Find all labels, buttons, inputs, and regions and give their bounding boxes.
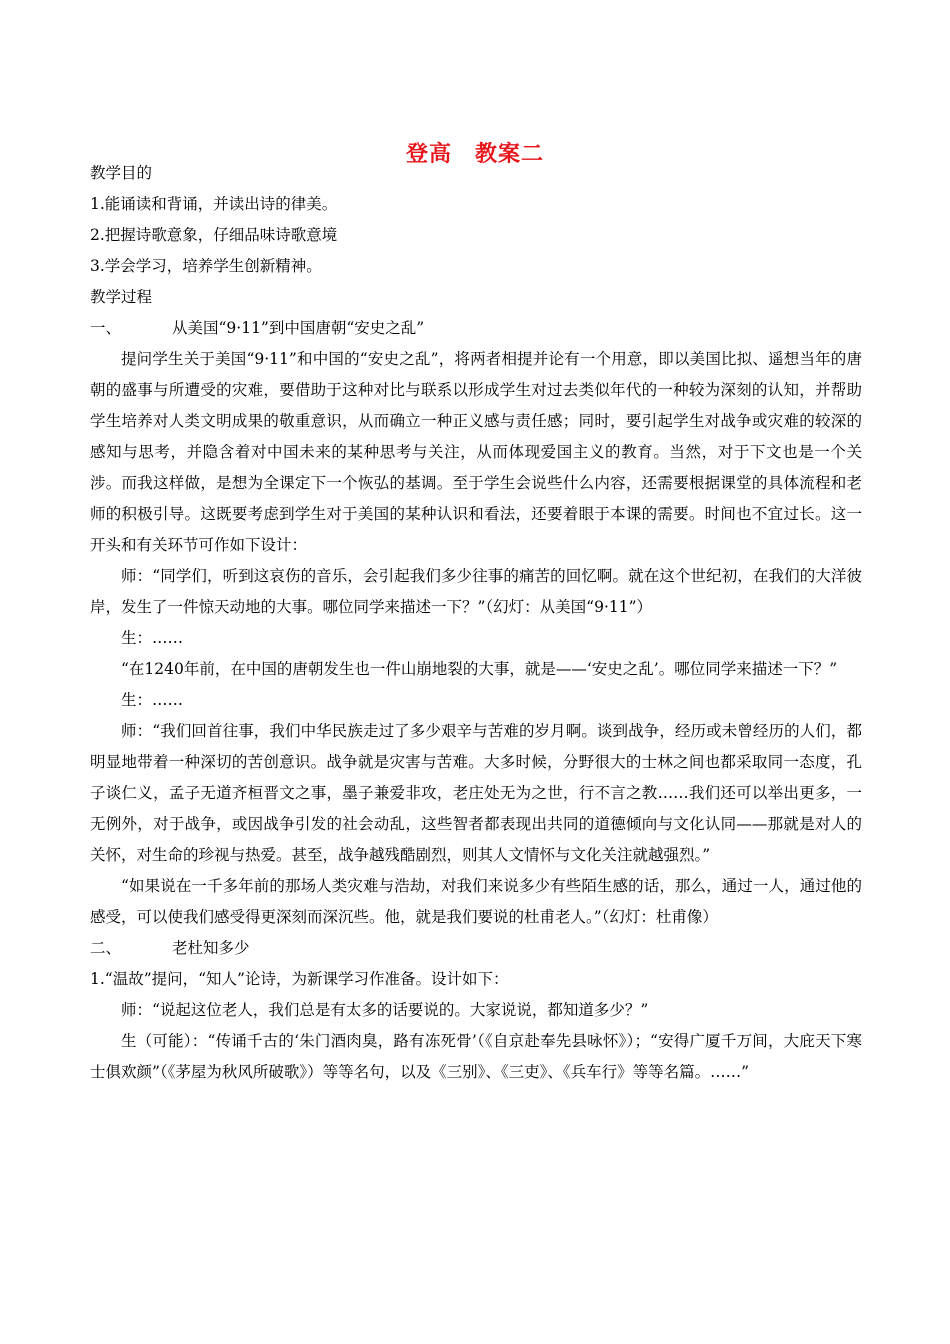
section-2-paragraph-2: 生（可能）：“传诵千古的‘朱门酒肉臭，路有冻死骨’（《自京赴奉先县咏怀》）；“安得广厦千万间，大庇天下寒士俱欢颜”（《茅屋为秋风所破歌》）等等名句，以及《三别》、《三吏》、《兵车行》等等名篇。……” [90,1032,862,1081]
section-2-number: 二、 [90,939,122,957]
goal-item-1: 1.能诵读和背诵，并读出诗的律美。 [90,195,338,213]
section-2-heading [90,933,862,964]
document-body [90,158,862,1088]
section-1-paragraph-1: 提问学生关于美国“9·11”和中国的“安史之乱”，将两者相提并论有一个用意，即以美国比拟、遥想当年的唐朝的盛事与所遭受的灾难，要借助于这种对比与联系以形成学生对过去类似年代的一种较为深刻的认知，并帮助学生培养对人类文明成果的敬重意识，从而确立一种正义感与责任感；同时，要引起学生对战争或灾难的较深的感知与思考，并隐含着对中国未来的某种思考与关注，从而体现爱国主义的教育。当然，对于下文也是一个关涉。而我这样做，是想为全课定下一个恢弘的基调。至于学生会说些什么内容，还需要根据课堂的具体流程和老师的积极引导。这既要考虑到学生对于美国的某种认识和看法，还要着眼于本课的需要。时间也不宜过长。这一开头和有关环节可作如下设计： [90,350,862,554]
goals-heading: 教学目的 [90,164,153,182]
section-1-paragraph-7: “如果说在一千多年前的那场人类灾难与浩劫，对我们来说多少有些陌生感的话，那么，通过一人，通过他的感受，可以使我们感受得更深刻而深沉些。他，就是我们要说的杜甫老人。”（幻灯：杜甫像） [90,877,862,926]
section-2-paragraph-1: 师：“说起这位老人，我们总是有太多的话要说的。大家说说，都知道多少？” [121,1001,649,1019]
section-1-number: 一、 [90,319,122,337]
document-title: 登高 教案二 [405,141,544,167]
section-1-paragraph-2: 师：“同学们，听到这哀伤的音乐，会引起我们多少往事的痛苦的回忆啊。就在这个世纪初，在我们的大洋彼岸，发生了一件惊天动地的大事。哪位同学来描述一下？”（幻灯：从美国“9·11”） [90,567,862,616]
section-2-item-1: 1.“温故”提问，“知人”论诗，为新课学习作准备。设计如下： [90,970,509,988]
section-1-paragraph-4: “在1240年前，在中国的唐朝发生也一件山崩地裂的大事，就是——‘安史之乱’。哪位同学来描述一下？” [121,660,838,678]
section-1-paragraph-5: 生：…… [121,691,184,709]
goal-item-2: 2.把握诗歌意象，仔细品味诗歌意境 [90,226,338,244]
section-2-title: 老杜知多少 [172,939,250,957]
section-1-paragraph-3: 生：…… [121,629,184,647]
goal-item-3: 3.学会学习，培养学生创新精神。 [90,257,322,275]
section-1-heading [90,313,862,344]
process-heading: 教学过程 [90,288,153,306]
section-1-title: 从美国“9·11”到中国唐朝“安史之乱” [172,319,425,337]
section-1-paragraph-6: 师：“我们回首往事，我们中华民族走过了多少艰辛与苦难的岁月啊。谈到战争，经历或未曾经历的人们，都明显地带着一种深切的苦创意识。战争就是灾害与苦难。大多时候，分野很大的士林之间也都采取同一态度，孔子谈仁义，孟子无道齐桓晋文之事，墨子兼爱非攻，老庄处无为之世，行不言之教……我们还可以举出更多，一无例外，对于战争，或因战争引发的社会动乱，这些智者都表现出共同的道德倾向与文化认同——那就是对人的关怀，对生命的珍视与热爱。甚至，战争越残酷剧烈，则其人文情怀与文化关注就越强烈。” [90,722,862,864]
